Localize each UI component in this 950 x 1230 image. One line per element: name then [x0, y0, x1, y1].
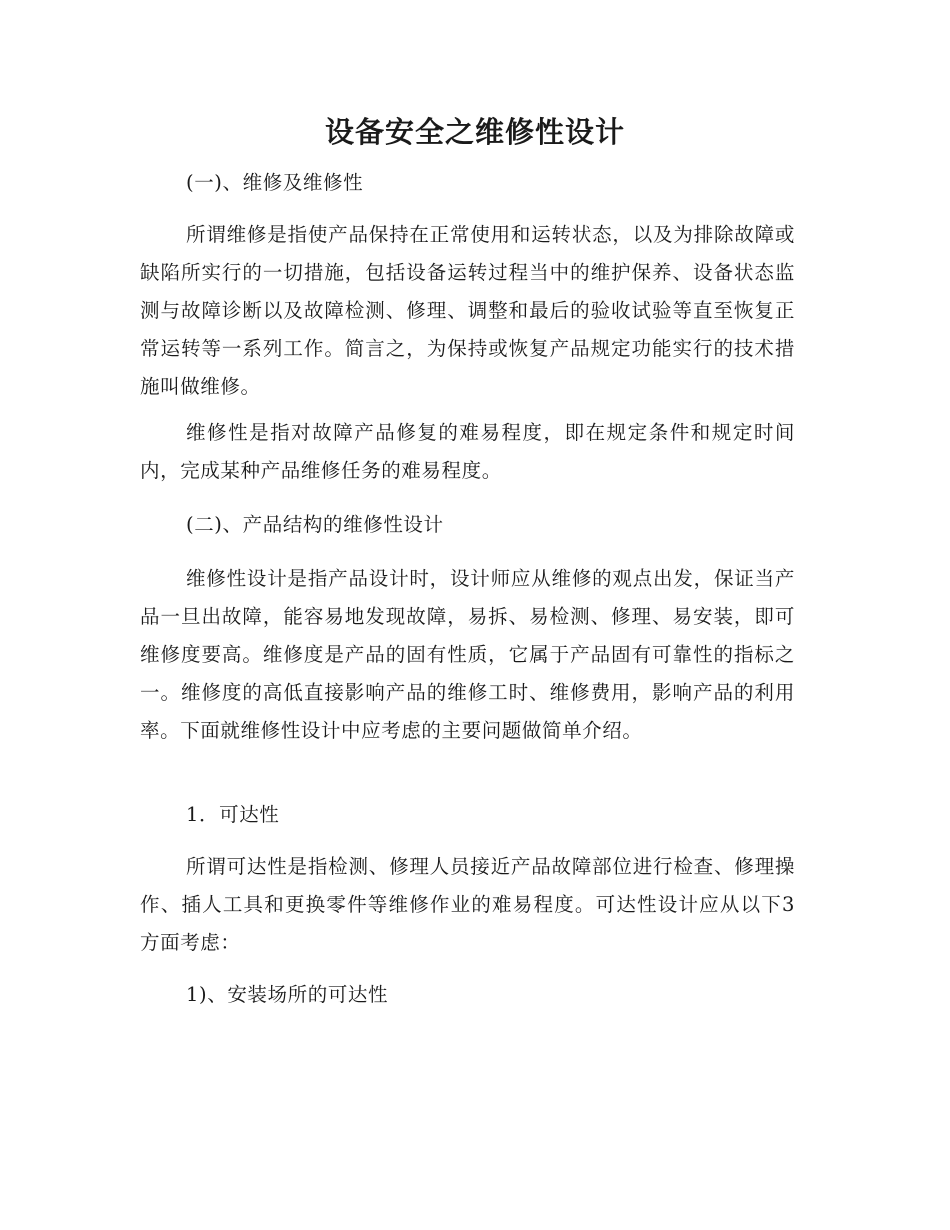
paragraph-maintenance-definition: 所谓维修是指使产品保持在正常使用和运转状态，以及为排除故障或缺陷所实行的一切措施，包括设备运转过程当中的维护保养、设备状态监测与故障诊断以及故障检测、修理、调整和最后的验收试验等直至恢复正常运转等一系列工作。简言之，为保持或恢复产品规定功能实行的技术措施叫做维修。 [140, 223, 795, 398]
subsection-heading-accessibility: 1．可达性 [186, 803, 280, 826]
section-heading-1: (一)、维修及维修性 [186, 171, 364, 194]
paragraph-accessibility: 所谓可达性是指检测、修理人员接近产品故障部位进行检查、修理操作、插人工具和更换零件等维修作业的难易程度。可达性设计应从以下3方面考虑： [140, 855, 795, 954]
subsection-heading-installation-site: 1)、安装场所的可达性 [186, 983, 389, 1006]
paragraph-maintainability-definition: 维修性是指对故障产品修复的难易程度，即在规定条件和规定时间内，完成某种产品维修任务的难易程度。 [140, 421, 795, 482]
paragraph-maintainability-design: 维修性设计是指产品设计时，设计师应从维修的观点出发，保证当产品一旦出故障，能容易地发现故障，易拆、易检测、修理、易安装，即可维修度要高。维修度是产品的固有性质，它属于产品固有可靠性的指标之一。维修度的高低直接影响产品的维修工时、维修费用，影响产品的利用率。下面就维修性设计中应考虑的主要问题做简单介绍。 [140, 567, 795, 742]
document-title: 设备安全之维修性设计 [324, 115, 625, 149]
section-heading-2: (二)、产品结构的维修性设计 [186, 513, 444, 536]
